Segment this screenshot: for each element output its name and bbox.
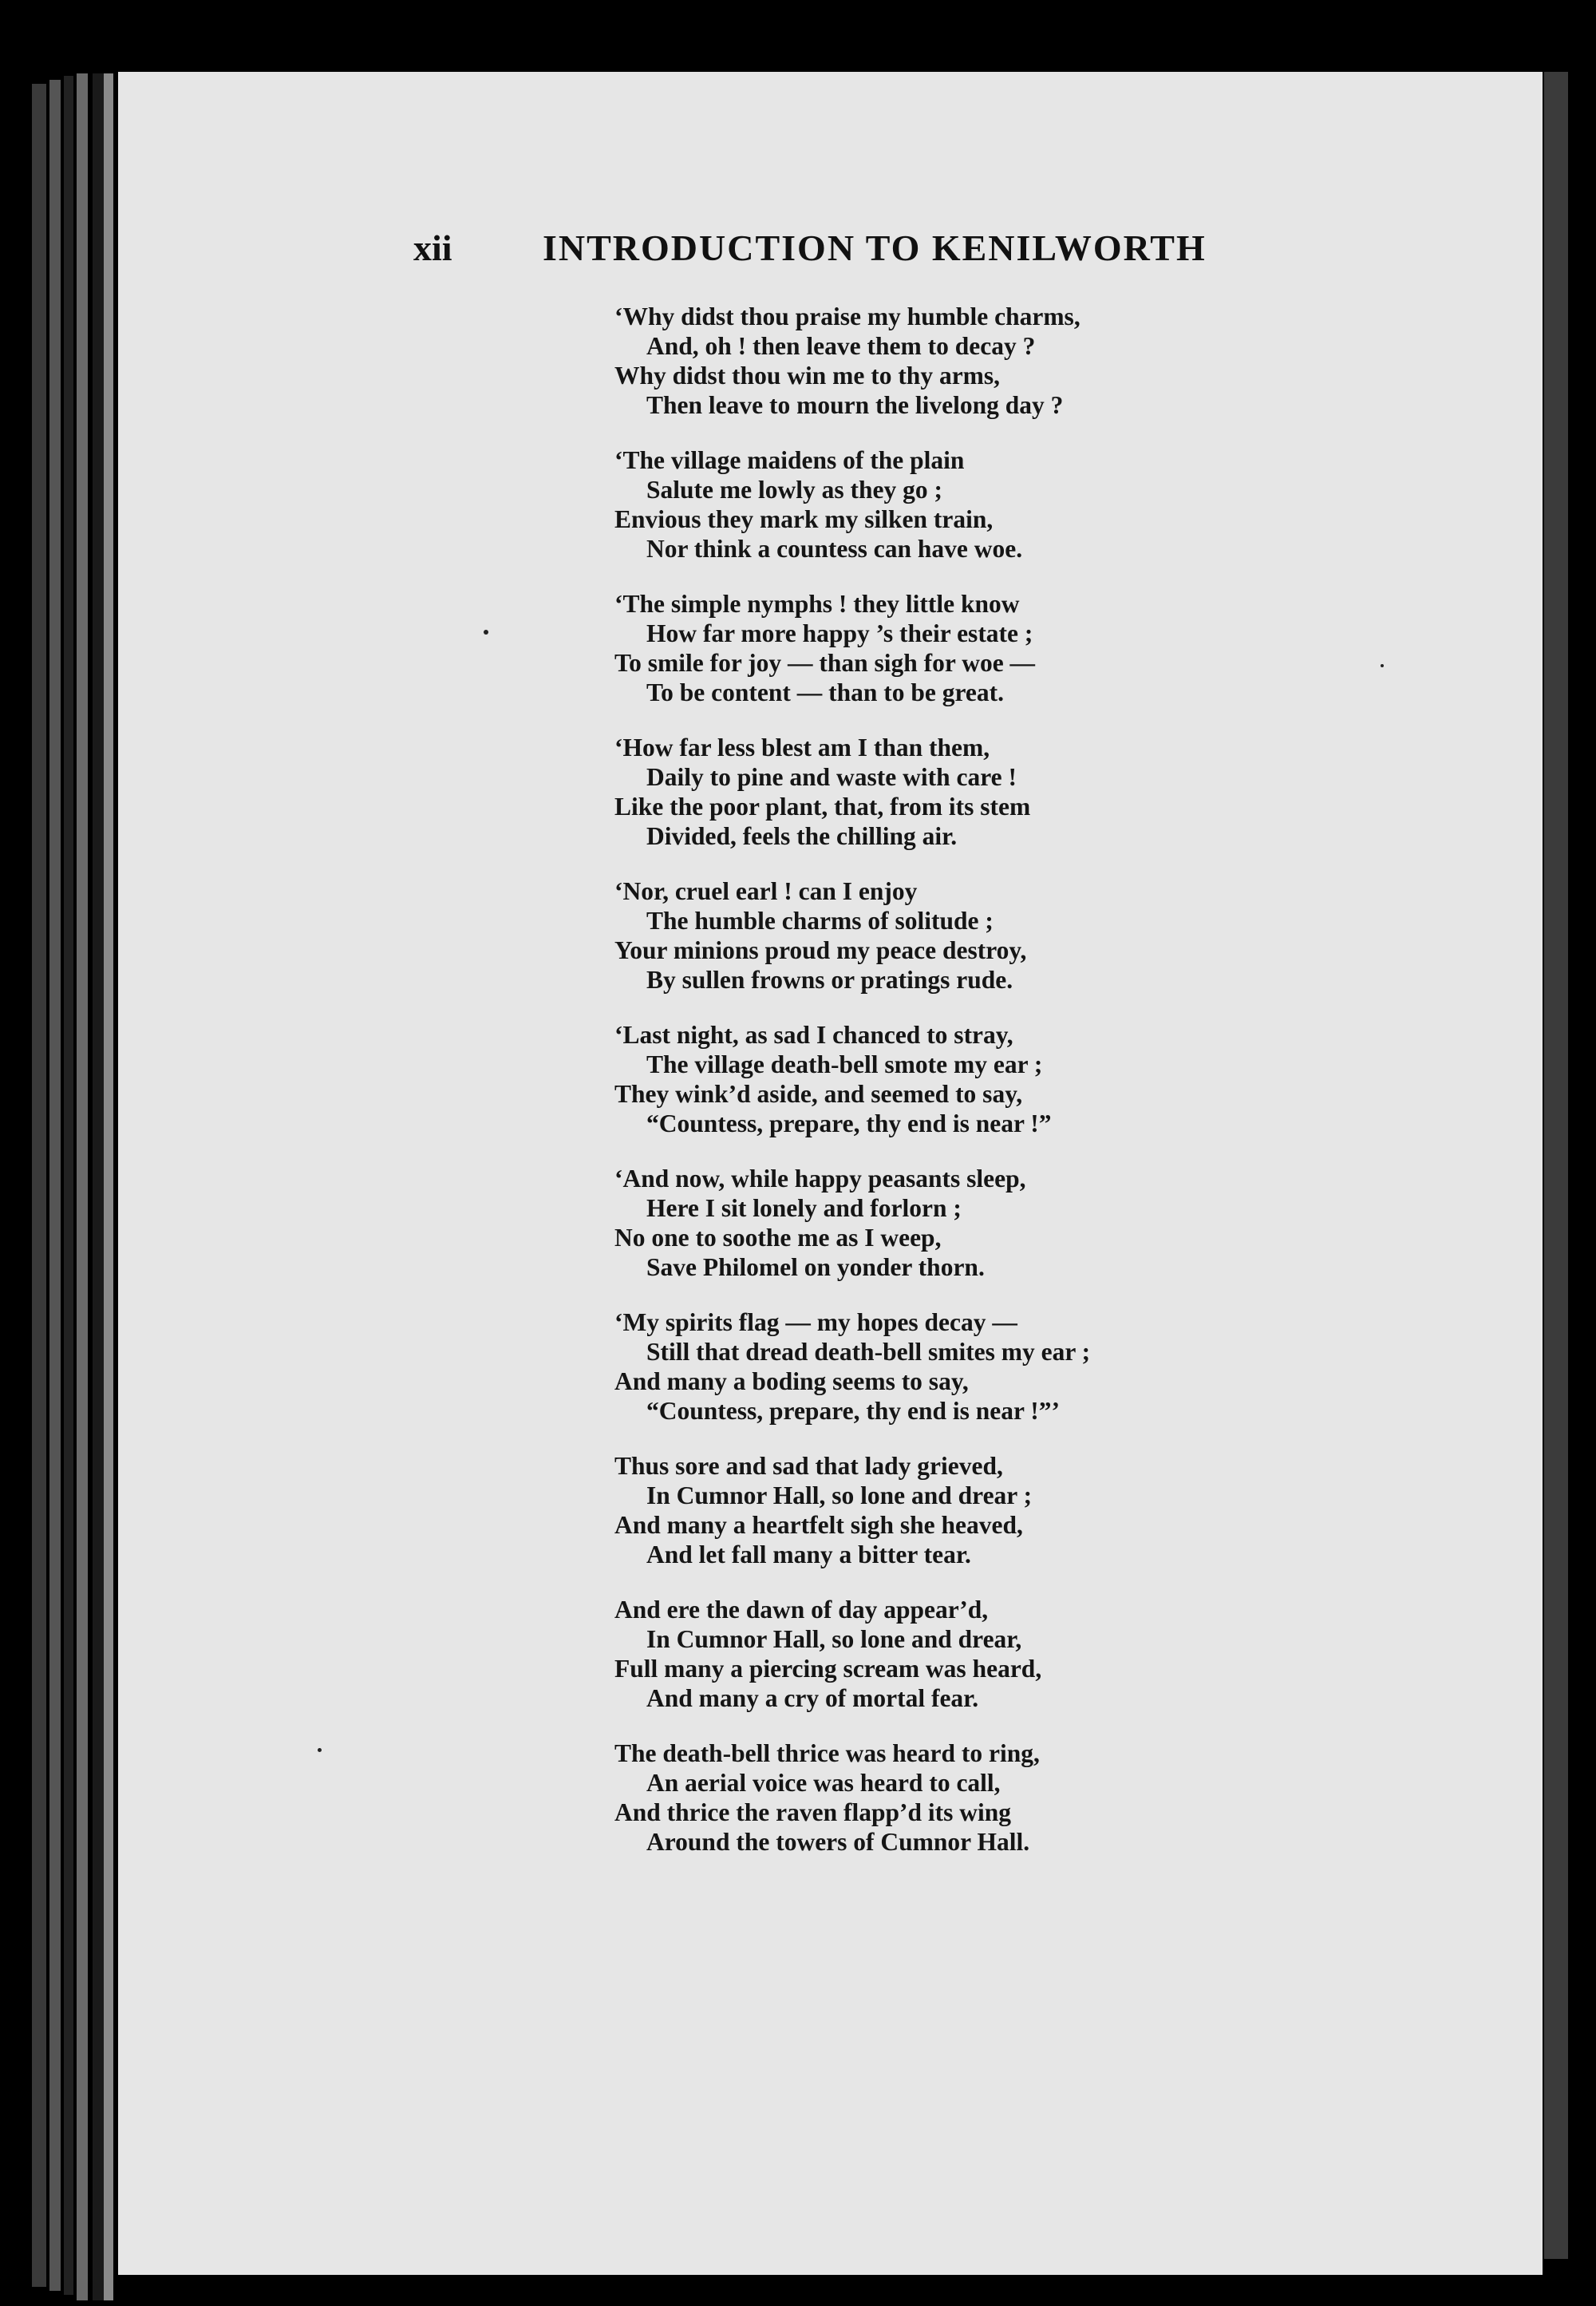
poem-line: ‘Why didst thou praise my humble charms, [614, 303, 1080, 330]
print-speck [484, 630, 488, 635]
poem-line: Then leave to mourn the livelong day ? [646, 391, 1064, 419]
stanza [614, 445, 1412, 564]
poem-line: ‘And now, while happy peasants sleep, [614, 1165, 1026, 1193]
poem [614, 302, 1412, 1882]
page-header [413, 227, 1291, 275]
poem-line: Envious they mark my silken train, [614, 505, 994, 533]
stanza [614, 302, 1412, 420]
poem-line: The village death-bell smote my ear ; [646, 1050, 1043, 1078]
poem-line: In Cumnor Hall, so lone and drear, [646, 1625, 1022, 1653]
stanza [614, 589, 1412, 707]
poem-line: ‘The simple nymphs ! they little know [614, 590, 1020, 618]
poem-line: Why didst thou win me to thy arms, [614, 362, 1001, 390]
poem-line: How far more happy ’s their estate ; [646, 619, 1033, 647]
poem-line: Still that dread death-bell smites my ear ; [646, 1338, 1091, 1366]
poem-line: “Countess, prepare, thy end is near !”’ [646, 1397, 1061, 1425]
poem-line: The humble charms of solitude ; [646, 907, 994, 935]
poem-line: Salute me lowly as they go ; [646, 476, 942, 504]
stanza [614, 1595, 1412, 1713]
poem-line: To be content — than to be great. [646, 678, 1004, 706]
page-edge [32, 84, 46, 2287]
page-number: xii [413, 227, 452, 268]
poem-line: To smile for joy — than sigh for woe — [614, 649, 1036, 677]
stanza [614, 1020, 1412, 1138]
stanza [614, 1164, 1412, 1282]
poem-line: Nor think a countess can have woe. [646, 535, 1023, 563]
poem-line: And thrice the raven flapp’d its wing [614, 1798, 1012, 1826]
page-edge [104, 73, 113, 2300]
page-edge [77, 73, 88, 2300]
running-head: INTRODUCTION TO KENILWORTH [543, 227, 1207, 268]
poem-line: No one to soothe me as I weep, [614, 1224, 942, 1252]
stanza [614, 876, 1412, 995]
poem-line: And, oh ! then leave them to decay ? [646, 332, 1036, 360]
poem-line: ‘Last night, as sad I chanced to stray, [614, 1021, 1013, 1049]
stanza [614, 733, 1412, 851]
poem-line: Save Philomel on yonder thorn. [646, 1253, 985, 1281]
stanza [614, 1738, 1412, 1857]
poem-line: ‘Nor, cruel earl ! can I enjoy [614, 877, 918, 905]
poem-line: And many a cry of mortal fear. [646, 1684, 979, 1712]
poem-line: Your minions proud my peace destroy, [614, 936, 1027, 964]
poem-line: “Countess, prepare, thy end is near !” [646, 1109, 1052, 1137]
poem-line: Full many a piercing scream was heard, [614, 1655, 1042, 1683]
page-edge [93, 73, 104, 2300]
poem-line: They wink’d aside, and seemed to say, [614, 1080, 1023, 1108]
poem-line: ‘The village maidens of the plain [614, 446, 965, 474]
page-edge [64, 76, 73, 2295]
poem-line: ‘How far less blest am I than them, [614, 734, 990, 761]
stanza [614, 1307, 1412, 1426]
page-edge [49, 80, 61, 2291]
poem-line: Daily to pine and waste with care ! [646, 763, 1017, 791]
poem-line: Divided, feels the chilling air. [646, 822, 958, 850]
poem-line: The death-bell thrice was heard to ring, [614, 1739, 1040, 1767]
poem-line: By sullen frowns or pratings rude. [646, 966, 1013, 994]
page-edge-right [1544, 72, 1568, 2259]
poem-line: In Cumnor Hall, so lone and drear ; [646, 1481, 1033, 1509]
poem-line: Thus sore and sad that lady grieved, [614, 1452, 1003, 1480]
poem-line: And ere the dawn of day appear’d, [614, 1596, 989, 1624]
poem-line: Around the towers of Cumnor Hall. [646, 1828, 1030, 1856]
poem-line: ‘My spirits flag — my hopes decay — [614, 1308, 1017, 1336]
poem-line: And let fall many a bitter tear. [646, 1541, 971, 1568]
poem-line: Like the poor plant, that, from its stem [614, 793, 1031, 821]
print-speck [1381, 664, 1384, 667]
poem-line: And many a boding seems to say, [614, 1367, 969, 1395]
poem-line: Here I sit lonely and forlorn ; [646, 1194, 962, 1222]
print-speck [318, 1748, 322, 1752]
poem-line: An aerial voice was heard to call, [646, 1769, 1001, 1797]
poem-line: And many a heartfelt sigh she heaved, [614, 1511, 1023, 1539]
stanza [614, 1451, 1412, 1569]
